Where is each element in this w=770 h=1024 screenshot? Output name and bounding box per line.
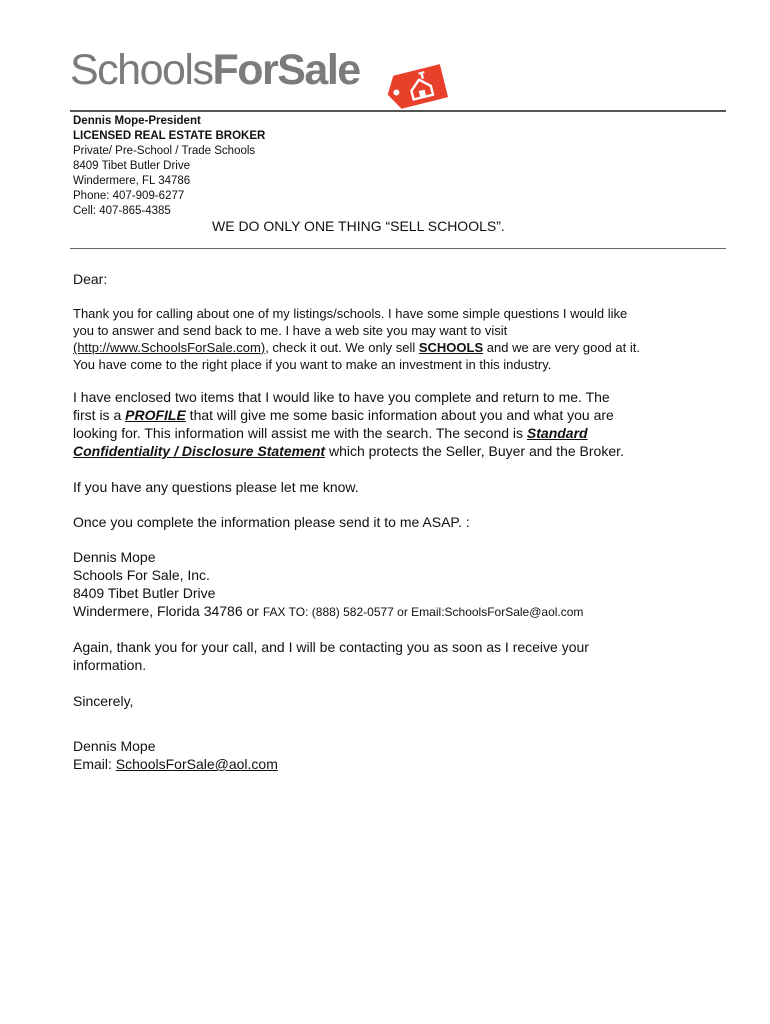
broker-contact-block bbox=[73, 114, 265, 219]
enclosures-line-1: I have enclosed two items that I would like to have you complete and return to me. The bbox=[73, 389, 610, 405]
sig-city: Windermere, Florida 34786 or bbox=[73, 603, 263, 619]
closing: Sincerely, bbox=[73, 693, 134, 709]
intro-line-4: You have come to the right place if you want to make an investment in this industry. bbox=[73, 357, 552, 372]
enclosures-line-3 bbox=[73, 424, 713, 442]
paragraph-enclosures bbox=[73, 388, 713, 460]
enclosures-line-4 bbox=[73, 442, 713, 460]
broker-license: LICENSED REAL ESTATE BROKER bbox=[73, 130, 266, 142]
sig2-email-line bbox=[73, 755, 713, 773]
intro-after-link: , check it out. We only sell bbox=[265, 340, 419, 355]
paragraph-intro bbox=[73, 305, 713, 373]
paragraph-asap: Once you complete the information please send it to me ASAP. : bbox=[73, 514, 470, 530]
sig-street: 8409 Tibet Butler Drive bbox=[73, 585, 216, 601]
intro-line-3 bbox=[73, 339, 713, 356]
broker-street: 8409 Tibet Butler Drive bbox=[73, 160, 190, 172]
email-link[interactable]: SchoolsForSale@aol.com bbox=[115, 756, 278, 772]
logo-wordmark bbox=[70, 40, 360, 100]
header-divider bbox=[70, 110, 726, 112]
enclosures-line-3a: looking for. This information will assist me with the search. The second is bbox=[73, 425, 527, 441]
intro-line-2: you to answer and send back to me. I have a web site you may want to visit bbox=[73, 323, 508, 338]
broker-cell: Cell: 407-865-4385 bbox=[73, 205, 171, 217]
slogan: WE DO ONLY ONE THING “SELL SCHOOLS”. bbox=[212, 218, 505, 234]
thanks-line-1: Again, thank you for your call, and I will be contacting you as soon as I receive your bbox=[73, 639, 589, 655]
sig-fax-email: FAX TO: (888) 582-0577 or Email:SchoolsForSale@aol.com bbox=[262, 605, 584, 619]
thanks-line-2: information. bbox=[73, 657, 147, 673]
profile-emphasis: PROFILE bbox=[125, 407, 186, 423]
website-link[interactable]: (http://www.SchoolsForSale.com) bbox=[73, 340, 266, 355]
sig2-name: Dennis Mope bbox=[73, 738, 156, 754]
paragraph-questions: If you have any questions please let me know. bbox=[73, 479, 359, 495]
logo-word-forsale: ForSale bbox=[212, 46, 360, 94]
confidentiality-emphasis: Confidentiality / Disclosure Statement bbox=[73, 443, 326, 459]
sig-city-fax bbox=[73, 602, 713, 621]
broker-name-title: Dennis Mope-President bbox=[73, 115, 201, 127]
standard-emphasis: Standard bbox=[526, 425, 588, 441]
enclosures-line-2a: first is a bbox=[73, 407, 126, 423]
signature-block-email bbox=[73, 737, 713, 773]
intro-line-1: Thank you for calling about one of my listings/schools. I have some simple questions I would like bbox=[73, 306, 628, 321]
intro-after-schools: and we are very good at it. bbox=[483, 340, 640, 355]
sig-company: Schools For Sale, Inc. bbox=[73, 567, 210, 583]
broker-city: Windermere, FL 34786 bbox=[73, 175, 191, 187]
paragraph-thanks bbox=[73, 638, 713, 674]
enclosures-line-4b: which protects the Seller, Buyer and the Broker. bbox=[325, 443, 624, 459]
signature-block-address bbox=[73, 548, 713, 621]
schools-emphasis: SCHOOLS bbox=[418, 340, 484, 355]
sig-name: Dennis Mope bbox=[73, 549, 156, 565]
broker-specialty: Private/ Pre-School / Trade Schools bbox=[73, 145, 256, 157]
salutation: Dear: bbox=[73, 271, 108, 287]
enclosures-line-2 bbox=[73, 406, 713, 424]
sig2-email-label: Email: bbox=[73, 756, 116, 772]
broker-phone: Phone: 407-909-6277 bbox=[73, 190, 185, 202]
schools-for-sale-logo bbox=[70, 40, 470, 112]
logo-word-schools: Schools bbox=[70, 46, 213, 94]
slogan-divider bbox=[70, 248, 726, 249]
enclosures-line-2b: that will give me some basic information about you and what you are bbox=[185, 407, 614, 423]
price-tag-icon bbox=[382, 56, 454, 112]
